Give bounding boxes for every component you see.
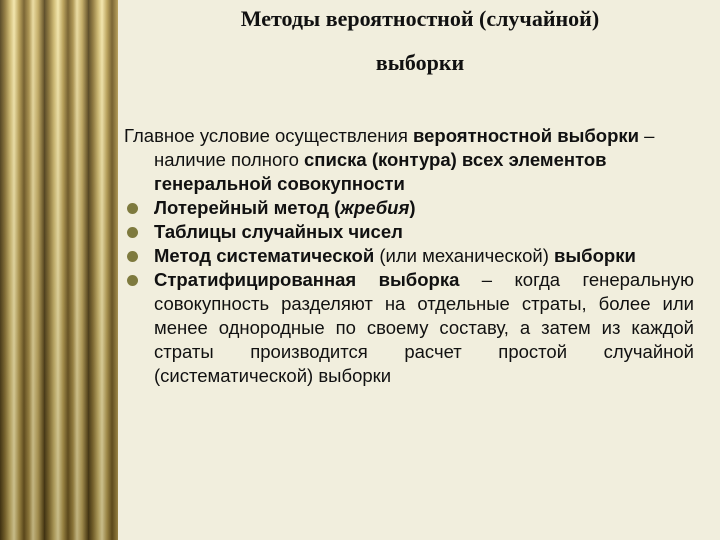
intro-text-2: вероятностной выборки	[413, 125, 640, 146]
methods-list	[124, 196, 694, 388]
slide-content	[124, 124, 694, 388]
lottery-text-3: )	[409, 197, 416, 218]
list-item-stratified	[124, 268, 694, 388]
systematic-text-2: (или механической)	[379, 245, 549, 266]
intro-text-3: – наличие полного	[154, 125, 655, 170]
slide-title-line-1: Методы вероятностной (случайной)	[240, 6, 600, 31]
list-item-lottery	[124, 196, 694, 220]
systematic-text-3: выборки	[548, 245, 636, 266]
bullet-dot-icon	[127, 203, 138, 214]
list-item-systematic	[124, 244, 694, 268]
curtain-shading	[0, 0, 118, 540]
bullet-dot-icon	[127, 251, 138, 262]
lottery-text-2: жребия	[340, 197, 410, 218]
stratified-text-2: – когда генеральную совокупность разделяют на отдельные страты, более или менее однородные по своему составу, а затем из каждой страты производится расчет простой случайной (систематической) выборки	[154, 269, 694, 386]
intro-text-1: Главное условие осуществления	[124, 125, 414, 146]
stratified-text-1: Стратифицированная выборка	[154, 269, 460, 290]
bullet-dot-icon	[127, 227, 138, 238]
tables-text: Таблицы случайных чисел	[154, 221, 403, 242]
intro-text-4: списка (контура) всех элементов генеральной совокупности	[154, 149, 607, 194]
slide-title-line-2: выборки	[375, 50, 465, 75]
bullet-dot-icon	[127, 275, 138, 286]
list-item-random-tables	[124, 220, 694, 244]
intro-paragraph	[124, 124, 694, 196]
systematic-text-1: Метод систематической	[154, 245, 380, 266]
lottery-text-1: Лотерейный метод (	[154, 197, 341, 218]
